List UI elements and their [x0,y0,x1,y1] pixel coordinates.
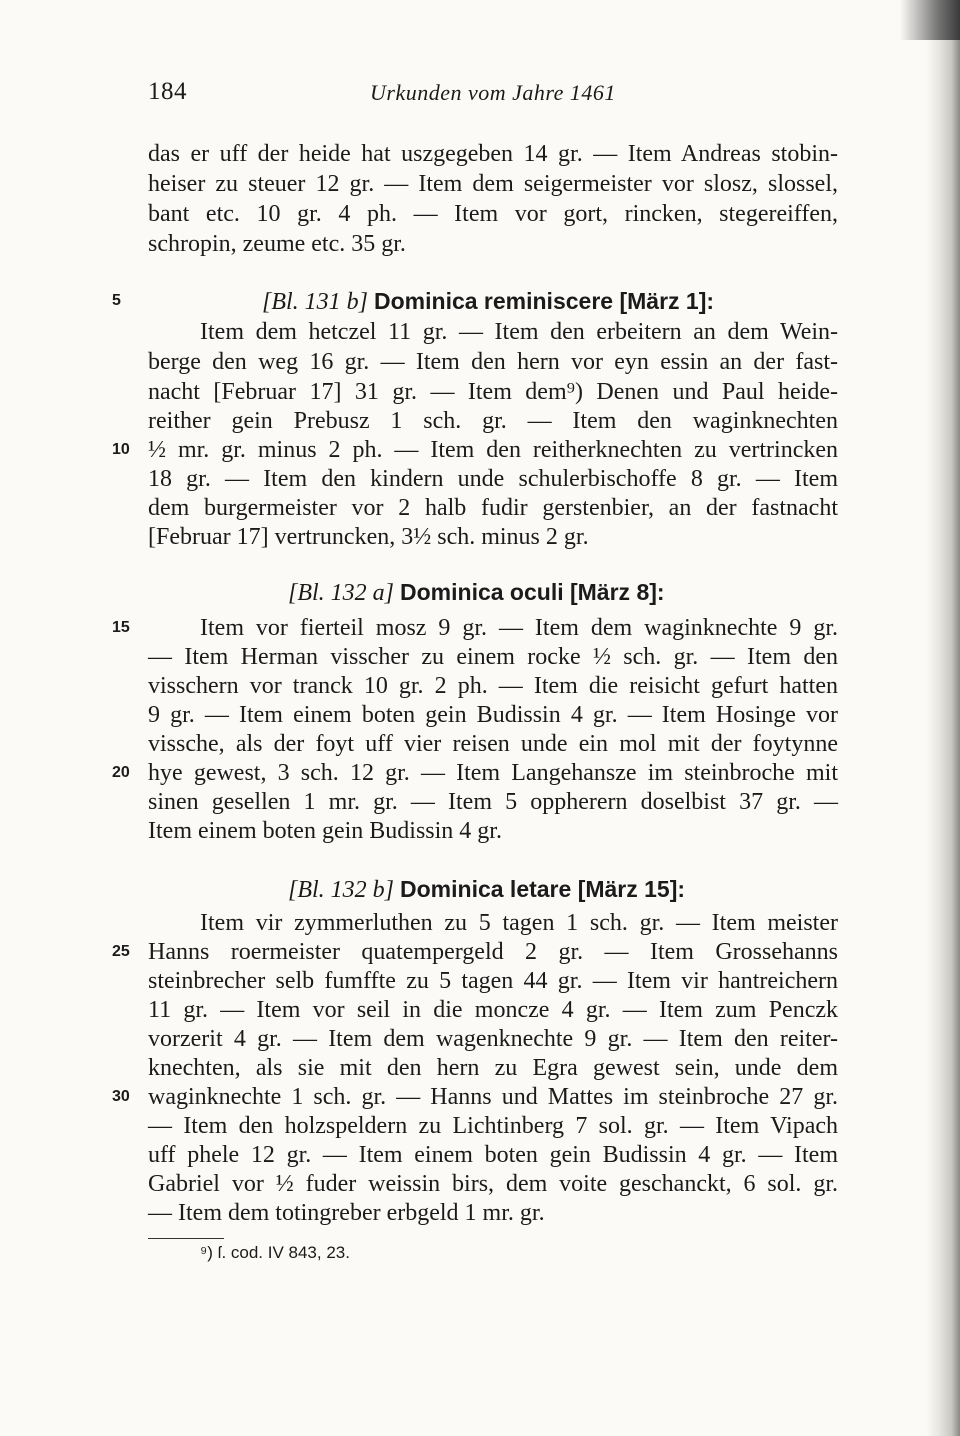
text-line: — Item dem totingreber erbgeld 1 mr. gr. [148,1200,545,1226]
text-line: Hanns roermeister quatempergeld 2 gr. — Item Grossehanns [148,939,838,965]
section-heading [288,577,838,607]
text-line: nacht [Februar 17] 31 gr. — Item dem⁹) Denen und Paul heide- [148,379,838,405]
text-line: waginknechte 1 sch. gr. — Hanns und Mattes im steinbroche 27 gr. [148,1084,838,1110]
page-number: 184 [148,78,187,105]
text-line: uff phele 12 gr. — Item einem boten gein Budissin 4 gr. — Item [148,1142,838,1168]
text-line: reither gein Prebusz 1 sch. gr. — Item den waginknechten [148,408,838,434]
text-line: bant etc. 10 gr. 4 ph. — Item vor gort, rincken, stegereiffen, [148,201,838,227]
text-line: Item dem hetczel 11 gr. — Item den erbeitern an dem Wein- [200,319,838,345]
text-line: Item vir zymmerluthen zu 5 tagen 1 sch. gr. — Item meister [200,910,838,936]
text-line: vorzerit 4 gr. — Item dem wagenknechte 9 gr. — Item den reiter- [148,1026,838,1052]
text-line: 9 gr. — Item einem boten gein Budissin 4 gr. — Item Hosinge vor [148,702,838,728]
text-line: knechten, als sie mit den hern zu Egra gewest sein, unde dem [148,1055,838,1081]
text-line: — Item Herman visscher zu einem rocke ½ sch. gr. — Item den [148,644,838,670]
heading-title: Dominica letare [März 15]: [400,876,686,902]
section-heading [288,874,838,904]
folio-reference: [Bl. 132 b] [288,877,395,903]
text-line: vissche, als der foyt uff vier reisen unde ein mol mit der foytynne [148,731,838,757]
text-line: [Februar 17] vertruncken, 3½ sch. minus 2 gr. [148,524,589,550]
text-line: schropin, zeume etc. 35 gr. [148,231,406,257]
line-number: 25 [112,943,130,960]
text-line: — Item den holzspeldern zu Lichtinberg 7 sol. gr. — Item Vipach [148,1113,838,1139]
text-line: dem burgermeister vor 2 halb fudir gerstenbier, an der fastnacht [148,495,838,521]
book-corner-shadow [900,0,960,40]
text-line: heiser zu steuer 12 gr. — Item dem seigermeister vor slosz, slossel, [148,171,838,197]
text-line: 18 gr. — Item den kindern unde schulerbischoffe 8 gr. — Item [148,466,838,492]
page-header [148,78,838,114]
line-number: 15 [112,619,130,636]
line-number: 10 [112,441,130,458]
text-line: das er uff der heide hat uszgegeben 14 gr. — Item Andreas stobin- [148,141,838,167]
footnote: ⁹) ſ. cod. IV 843, 23. [200,1243,350,1262]
running-title: Urkunden vom Jahre 1461 [370,80,616,105]
heading-title: Dominica oculi [März 8]: [400,579,665,605]
text-line: ½ mr. gr. minus 2 ph. — Item den reitherknechten zu vertrincken [148,437,838,463]
text-line: 11 gr. — Item vor seil in die moncze 4 gr. — Item zum Penczk [148,997,838,1023]
text-line: hye gewest, 3 sch. 12 gr. — Item Langehansze im steinbroche mit [148,760,838,786]
text-line: visschern vor tranck 10 gr. 2 ph. — Item die reisicht gefurt hatten [148,673,838,699]
line-number: 30 [112,1088,130,1105]
footnote-rule [148,1238,224,1239]
section-heading [262,286,838,316]
text-line: berge den weg 16 gr. — Item den hern vor eyn essin an der fast- [148,349,838,375]
text-line: Item einem boten gein Budissin 4 gr. [148,818,502,844]
text-line: Item vor fierteil mosz 9 gr. — Item dem waginknechte 9 gr. [200,615,838,641]
line-number: 20 [112,764,130,781]
text-line: sinen gesellen 1 mr. gr. — Item 5 oppherern doselbist 37 gr. — [148,789,838,815]
folio-reference: [Bl. 131 b] [262,289,369,315]
text-line: Gabriel vor ½ fuder weissin birs, dem voite geschanckt, 6 sol. gr. [148,1171,838,1197]
folio-reference: [Bl. 132 a] [288,580,395,606]
book-spine-shadow [926,0,960,1436]
line-number: 5 [112,292,121,309]
text-line: steinbrecher selb fumffte zu 5 tagen 44 gr. — Item vir hantreichern [148,968,838,994]
heading-title: Dominica reminiscere [März 1]: [374,288,715,314]
